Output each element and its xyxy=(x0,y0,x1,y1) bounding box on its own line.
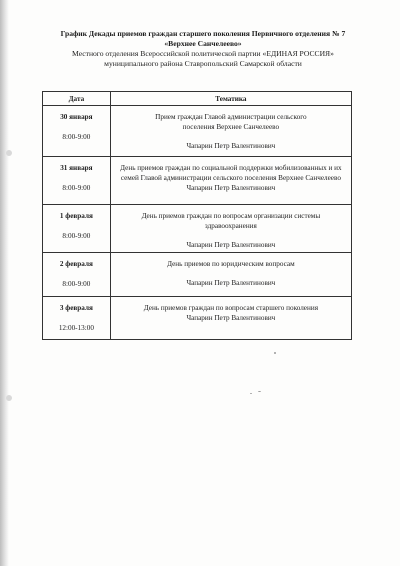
row-person: Чапарин Петр Валентинович xyxy=(186,184,276,192)
table-row xyxy=(43,157,352,205)
header-party: Местного отделения Всероссийской политической партии «ЕДИНАЯ РОССИЯ» xyxy=(72,49,334,58)
row-topic: Прием граждан Главой администрации сельского поселения Верхнее Санчелеево xyxy=(155,113,307,131)
row-time: 8:00-9:00 xyxy=(62,184,91,192)
column-header-topic: Тематика xyxy=(110,92,351,106)
table-row xyxy=(43,205,352,253)
topic-cell xyxy=(110,106,351,157)
row-person: Чапарин Петр Валентинович xyxy=(186,279,276,287)
row-topic: День приемов граждан по вопросам старшего поколения xyxy=(143,304,318,312)
topic-cell xyxy=(110,297,351,340)
row-date: 31 января xyxy=(60,164,93,172)
row-date: 3 февраля xyxy=(59,304,93,312)
row-topic: День приемов граждан по вопросам организации системы здравоохранения xyxy=(141,212,321,230)
punch-hole-mark xyxy=(6,150,12,156)
table-row xyxy=(43,253,352,297)
punch-hole-mark xyxy=(6,395,12,401)
table-row xyxy=(43,297,352,340)
date-cell xyxy=(43,205,111,253)
row-time: 12:00-13:00 xyxy=(58,324,94,332)
document-header xyxy=(30,29,376,69)
topic-cell xyxy=(110,205,351,253)
date-cell xyxy=(43,106,111,157)
row-topic: День приемов граждан по социальной поддержки мобилизованных и их семей Главой администрации сельского поселения Верхнее Санчелеево Чапарин Петр Валентинович xyxy=(120,164,342,192)
table-header-row xyxy=(43,92,352,106)
row-person: Чапарин Петр Валентинович xyxy=(186,314,276,322)
table-row xyxy=(43,106,352,157)
date-cell xyxy=(43,297,111,340)
row-date: 2 февраля xyxy=(59,260,93,268)
row-time: 8:00-9:00 xyxy=(62,133,91,141)
row-date: 1 февраля xyxy=(59,212,93,220)
scan-speck xyxy=(258,391,261,392)
scan-edge-shadow xyxy=(0,0,9,566)
header-district: муниципального района Ставропольский Самарской области xyxy=(104,59,302,68)
header-title: График Декады приемов граждан старшего поколения Первичного отделения № 7 xyxy=(60,29,346,38)
topic-cell xyxy=(110,253,351,297)
topic-cell xyxy=(110,157,351,205)
schedule-table xyxy=(42,91,352,340)
row-time: 8:00-9:00 xyxy=(62,280,91,288)
row-person: Чапарин Петр Валентинович xyxy=(186,142,276,150)
scan-speck xyxy=(250,393,252,394)
row-topic: День приемов по юридическим вопросам xyxy=(167,260,295,268)
row-date: 30 января xyxy=(60,113,93,121)
header-village: «Верхнее Санчелеево» xyxy=(164,39,242,48)
date-cell xyxy=(43,157,111,205)
row-time: 8:00-9:00 xyxy=(62,232,91,240)
column-header-date: Дата xyxy=(43,92,111,106)
row-person: Чапарин Петр Валентинович xyxy=(186,241,276,249)
date-cell xyxy=(43,253,111,297)
scan-speck xyxy=(274,352,276,354)
